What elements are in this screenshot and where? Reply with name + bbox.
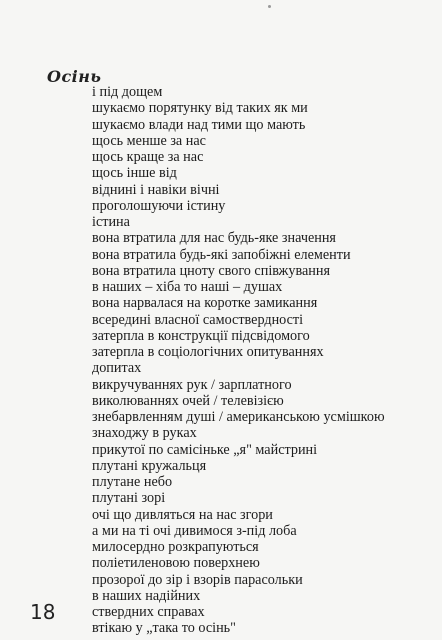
poem-line: плутані зорі — [92, 490, 166, 507]
poem-line: знаходжу в руках — [92, 425, 197, 442]
poem-line: вона втратила для нас будь-яке значення — [92, 230, 336, 247]
poem-line: прозорої до зір і взорів парасольки — [92, 571, 303, 588]
poem-line: затерпла в конструкції підсвідомого — [92, 327, 310, 344]
poem-line: допитах — [92, 360, 142, 377]
poem-line: ствердних справах — [92, 604, 205, 620]
poem-line: вона втратила будь-які запобіжні елементи — [92, 246, 351, 263]
poem-line: а ми на ті очі дивимося з-під лоба — [92, 522, 297, 539]
poem-line: віднині і навіки вічні — [92, 181, 220, 198]
poem-line: в наших надійних — [92, 587, 201, 604]
poem-line: втікаю у „така то осінь" — [92, 620, 236, 637]
poem-line: знебарвленням душі / американською усмішкою — [92, 409, 385, 425]
page-number: 18 — [30, 600, 56, 624]
poem-line: плутані кружальця — [92, 457, 207, 474]
poem-line: шукаємо порятунку від таких як ми — [92, 100, 308, 117]
poem-line: всередині власної самоствердності — [92, 311, 304, 328]
poem-line: вона нарвалася на коротке замикання — [92, 295, 318, 312]
poem-line: плутане небо — [92, 474, 173, 490]
poem-line: і під дощем — [92, 84, 163, 100]
poem-line: щось краще за нас — [92, 149, 204, 165]
poem-line: поліетиленовою поверхнею — [92, 555, 260, 572]
poem-line: прикутої по самісіньке „я" майстрині — [92, 441, 318, 458]
poem-title: Осінь — [47, 67, 102, 86]
poem-line: виколюваннях очей / телевізією — [92, 392, 284, 409]
poem-body — [92, 84, 432, 637]
poem-line: очі що дивляться на нас згори — [92, 506, 273, 523]
poem-line: щось менше за нас — [92, 132, 206, 149]
poem-line: вона втратила цноту свого співжування — [92, 262, 330, 279]
poem-line: в наших – хіба то наші – душах — [92, 279, 283, 295]
poem-line: істина — [92, 214, 130, 230]
poem-line: затерпла в соціологічних опитуваннях — [92, 344, 324, 360]
page-speck — [268, 5, 271, 8]
poem-line: викручуваннях рук / зарплатного — [92, 376, 292, 393]
poem-line: милосердно розкрапуються — [92, 539, 259, 555]
poem-line: шукаємо влади над тими що мають — [92, 116, 306, 133]
poem-line: проголошуючи істину — [92, 197, 226, 214]
poem-line: щось інше від — [92, 165, 177, 182]
